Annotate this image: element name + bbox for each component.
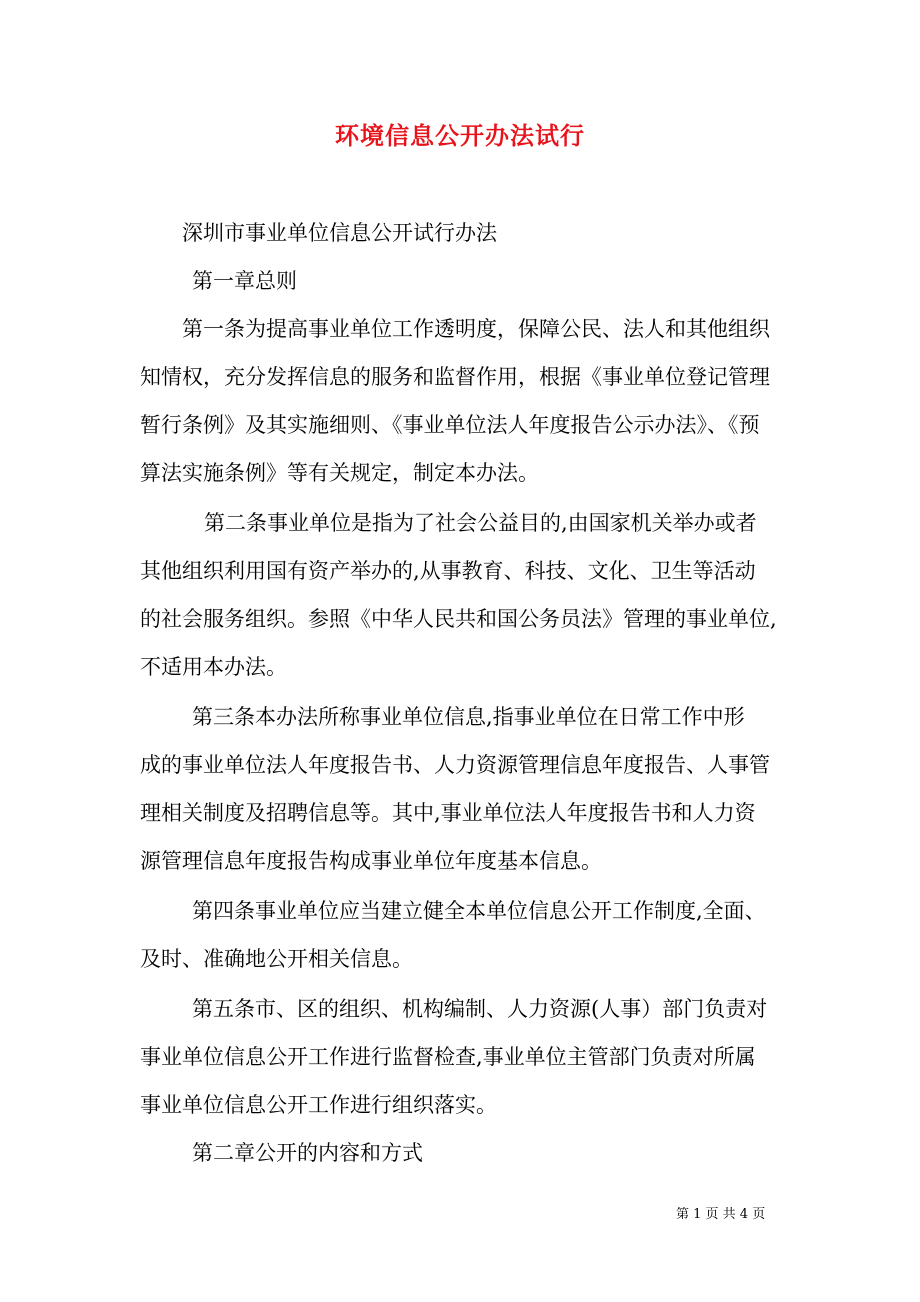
chapter-heading: 第二章公开的内容和方式 — [192, 1141, 423, 1165]
paragraph-line: 算法实施条例》等有关规定，制定本办法。 — [140, 461, 539, 485]
paragraph-line: 暂行条例》及其实施细则、《事业单位法人年度报告公示办法》、《预 — [140, 413, 760, 437]
page-number-footer: 第 1 页 共 4 页 — [676, 1207, 766, 1222]
paragraph-line: 事业单位信息公开工作进行组织落实。 — [140, 1093, 497, 1117]
chapter-heading: 第一章总则 — [192, 269, 297, 293]
paragraph-line: 第三条本办法所称事业单位信息,指事业单位在日常工作中形 — [192, 705, 745, 729]
document-title: 环境信息公开办法试行 — [335, 121, 585, 150]
paragraph-line: 其他组织利用国有资产举办的,从事教育、科技、文化、卫生等活动 — [140, 559, 756, 583]
paragraph-line: 成的事业单位法人年度报告书、人力资源管理信息年度报告、人事管 — [140, 753, 770, 777]
paragraph-line: 第五条市、区的组织、机构编制、人力资源(人事）部门负责对 — [192, 997, 768, 1021]
paragraph-line: 理相关制度及招聘信息等。其中,事业单位法人年度报告书和人力资 — [140, 801, 756, 825]
paragraph-line: 不适用本办法。 — [140, 655, 287, 679]
paragraph-line: 第二条事业单位是指为了社会公益目的,由国家机关举办或者 — [204, 511, 757, 535]
paragraph-line: 第一条为提高事业单位工作透明度，保障公民、法人和其他组织 — [182, 317, 770, 341]
paragraph-line: 第四条事业单位应当建立健全本单位信息公开工作制度,全面、 — [192, 899, 766, 923]
paragraph-line: 事业单位信息公开工作进行监督检查,事业单位主管部门负责对所属 — [140, 1045, 756, 1069]
paragraph-line: 源管理信息年度报告构成事业单位年度基本信息。 — [140, 849, 602, 873]
paragraph-line: 深圳市事业单位信息公开试行办法 — [182, 221, 497, 245]
paragraph-line: 的社会服务组织。参照《中华人民共和国公务员法》管理的事业单位, — [140, 607, 777, 631]
paragraph-line: 知情权，充分发挥信息的服务和监督作用，根据《事业单位登记管理 — [140, 365, 770, 389]
paragraph-line: 及时、准确地公开相关信息。 — [140, 947, 413, 971]
